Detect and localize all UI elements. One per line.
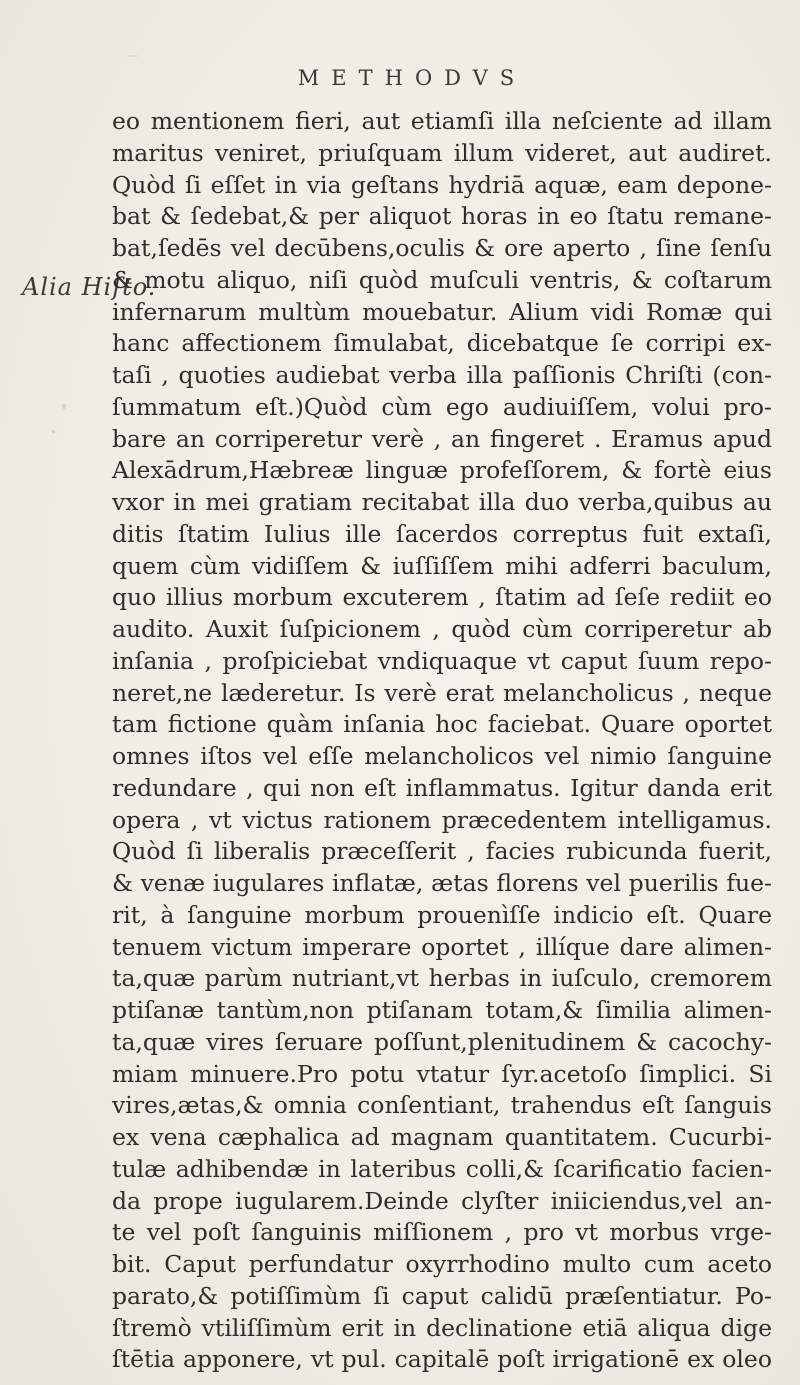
- text-line: omnes iſtos vel eſſe melancholicos vel nimio ſanguine: [112, 742, 772, 770]
- text-line: inſania , proſpiciebat vndiquaque vt caput ſuum repo-: [112, 646, 772, 675]
- text-line: tulæ adhibendæ in lateribus colli,& ſcarificatio facien-: [112, 1154, 772, 1183]
- text-line: maritus veniret, priuſquam illum videret, aut audiret.: [112, 138, 772, 167]
- text-line: hanc affectionem ſimulabat, dicebatque ſe corripi ex-: [112, 329, 772, 358]
- text-line: & venæ iugulares inflatæ, ætas florens vel puerilis fue-: [112, 869, 772, 897]
- text-line: bare an corriperetur verè , an fingeret . Eramus apud: [112, 424, 772, 453]
- text-line: miam minuere.Pro potu vtatur ſyr.acetoſo ſimplici. Si: [112, 1059, 772, 1088]
- text-line: neret,ne læderetur. Is verè erat melancholicus , neque: [112, 678, 772, 707]
- text-line: ſummatum eſt.)Quòd cùm ego audiuiſſem, volui pro-: [112, 392, 772, 421]
- text-line: ſtētia apponere, vt pul. capitalē poſt irrigationē ex oleo: [112, 1345, 772, 1374]
- text-line: bat,ſedēs vel decūbens,oculis & ore aperto , ſine ſenſu: [112, 234, 772, 262]
- text-line: ptiſanæ tantùm,non ptiſanam totam,& ſimilia alimen-: [112, 996, 772, 1024]
- text-line: Quòd ſi eſſet in via geſtans hydriā aquæ, eam depone-: [112, 170, 772, 199]
- text-line: ditis ſtatim Iulius ille ſacerdos correptus fuit extaſi,: [112, 519, 772, 548]
- text-line: bat & ſedebat,& per aliquot horas in eo ſtatu remane-: [112, 202, 772, 231]
- text-line: ex vena cæphalica ad magnam quantitatem. Cucurbi-: [112, 1123, 772, 1151]
- text-line: eo mentionem fieri, aut etiamſi illa neſciente ad illam: [112, 107, 772, 135]
- text-line: quo illius morbum excuterem , ſtatim ad ſeſe rediit eo: [112, 583, 772, 612]
- text-line: quem cùm vidiſſem & iuſſiſſem mihi adferri baculum,: [112, 551, 772, 580]
- ink-speck: [62, 404, 66, 409]
- running-header: METHODVS: [297, 66, 527, 90]
- margin-note: Alia Hiſto.: [22, 273, 157, 301]
- text-line: tam fictione quàm inſania hoc faciebat. Quare oportet: [112, 710, 772, 739]
- ink-speck: [52, 430, 55, 433]
- text-line: redundare , qui non eſt inflammatus. Igitur danda erit: [112, 773, 772, 802]
- ink-speck: [128, 55, 138, 57]
- text-line: parato,& potiſſimùm ſi caput calidū præſentiatur. Po-: [112, 1281, 772, 1310]
- text-line: te vel poſt ſanguinis miſſionem , pro vt morbus vrge-: [112, 1218, 772, 1247]
- text-line: bit. Caput perfundatur oxyrrhodino multo cum aceto: [112, 1250, 772, 1278]
- text-line: opera , vt victus rationem præcedentem intelligamus.: [112, 805, 772, 834]
- text-line: ta,quæ vires ſeruare poſſunt,plenitudinem & cacochy-: [112, 1027, 772, 1056]
- text-line: ta,quæ parùm nutriant,vt herbas in iuſculo, cremorem: [112, 964, 772, 993]
- text-line: tenuem victum imperare oportet , illíque dare alimen-: [112, 932, 772, 961]
- text-line: vires,ætas,& omnia conſentiant, trahendus eſt ſanguis: [112, 1091, 772, 1120]
- text-line: Alexādrum,Hæbreæ linguæ profeſſorem, & fortè eius: [112, 456, 772, 485]
- body-text: [112, 106, 772, 1376]
- text-line: & motu aliquo, niſi quòd muſculi ventris, & coſtarum: [112, 265, 772, 294]
- text-line: taſi , quoties audiebat verba illa paſſionis Chriſti (con-: [112, 361, 772, 389]
- text-line: rit, à ſanguine morbum prouenìſſe indicio eſt. Quare: [112, 900, 772, 929]
- text-line: Quòd ſi liberalis præceſſerit , facies rubicunda fuerit,: [112, 837, 772, 866]
- text-line: vxor in mei gratiam recitabat illa duo verba,quibus au: [112, 488, 772, 516]
- text-line: ſtremò vtiliſſimùm erit in declinatione etiā aliqua dige: [112, 1313, 772, 1342]
- text-line: infernarum multùm mouebatur. Alium vidi Romæ qui: [112, 297, 772, 326]
- text-line: audito. Auxit ſuſpicionem , quòd cùm corriperetur ab: [112, 615, 772, 643]
- text-line: da prope iugularem.Deinde clyſter iniiciendus,vel an-: [112, 1186, 772, 1215]
